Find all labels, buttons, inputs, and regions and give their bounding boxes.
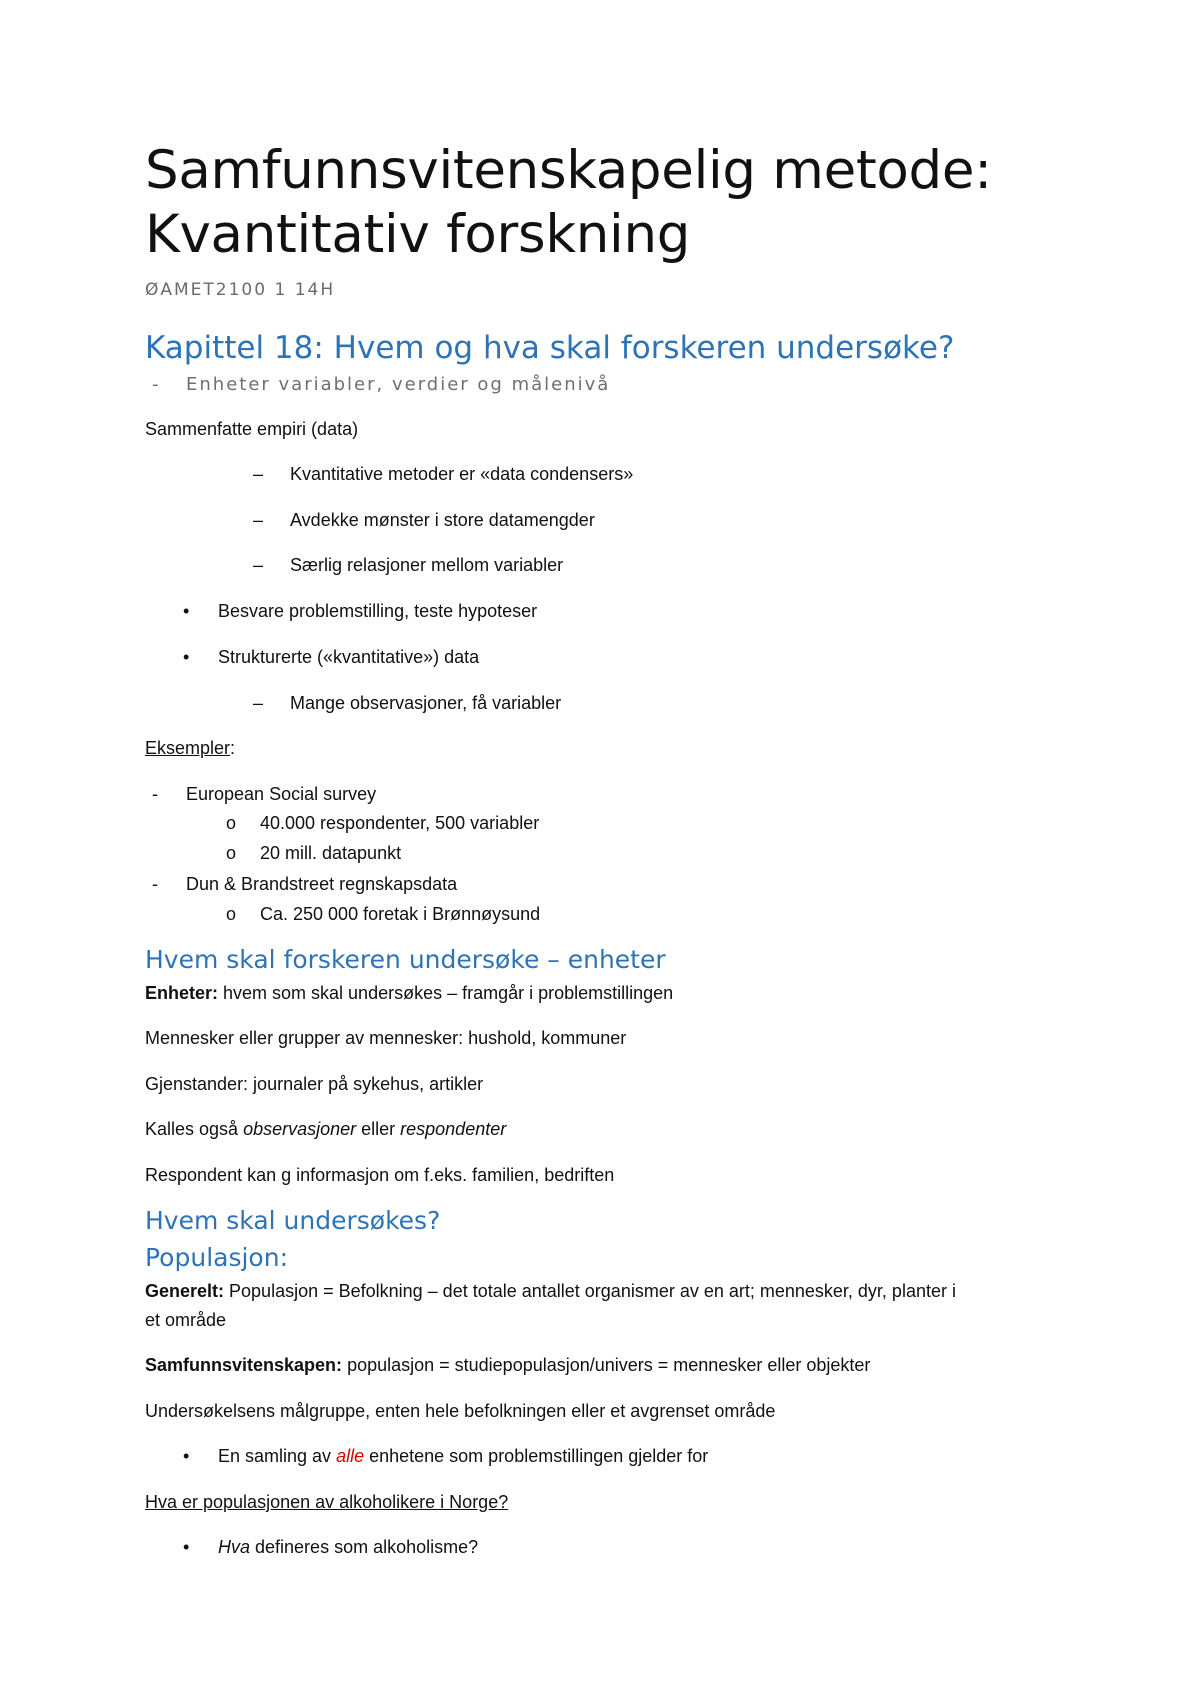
list-item bbox=[218, 1446, 708, 1467]
list-item: Strukturerte («kvantitative») data bbox=[218, 647, 480, 667]
paragraph: Respondent kan g informasjon om f.eks. familien, bedriften bbox=[145, 1165, 615, 1185]
example-subitem: Ca. 250 000 foretak i Brønnøysund bbox=[260, 904, 541, 924]
paragraph bbox=[145, 1119, 506, 1140]
list-item: Avdekke mønster i store datamengder bbox=[290, 510, 595, 530]
dash-marker: – bbox=[253, 464, 264, 484]
dash-marker: – bbox=[253, 510, 264, 530]
document-title-line2: Kvantitativ forskning bbox=[145, 204, 691, 265]
units-heading: Hvem skal forskeren undersøke – enheter bbox=[145, 945, 666, 974]
social-bold: Samfunnsvitenskapen: bbox=[145, 1355, 343, 1375]
bullet-marker: • bbox=[183, 601, 190, 621]
example-subitem: 40.000 respondenter, 500 variabler bbox=[260, 813, 540, 833]
document-title-line1: Samfunnsvitenskapelig metode: bbox=[145, 140, 992, 201]
list-item: Særlig relasjoner mellom variabler bbox=[290, 555, 564, 575]
example-item: European Social survey bbox=[186, 784, 377, 804]
general-text: Populasjon = Befolkning – det totale antallet organismer av en art; mennesker, dyr, planter i bbox=[224, 1281, 956, 1301]
dash-marker: – bbox=[253, 555, 264, 575]
units-definition bbox=[145, 983, 673, 1004]
circle-marker: o bbox=[226, 843, 237, 863]
bullet-marker: • bbox=[183, 1537, 190, 1557]
text-run: eller bbox=[356, 1119, 401, 1139]
list-item: Mange observasjoner, få variabler bbox=[290, 693, 562, 713]
examples-label bbox=[145, 738, 235, 759]
hyphen-marker: - bbox=[152, 874, 158, 894]
paragraph bbox=[145, 1281, 956, 1302]
italic-run: observasjoner bbox=[243, 1119, 357, 1139]
who-heading: Hvem skal undersøkes? bbox=[145, 1206, 441, 1235]
circle-marker: o bbox=[226, 813, 237, 833]
text-run: enhetene som problemstillingen gjelder for bbox=[364, 1446, 709, 1466]
hyphen-marker: - bbox=[152, 784, 158, 804]
chapter-heading: Kapittel 18: Hvem og hva skal forskeren undersøke? bbox=[145, 330, 955, 366]
question-heading: Hva er populasjonen av alkoholikere i Norge? bbox=[145, 1492, 509, 1512]
summary-label: Sammenfatte empiri (data) bbox=[145, 419, 359, 439]
paragraph: Undersøkelsens målgruppe, enten hele befolkningen eller et avgrenset område bbox=[145, 1401, 776, 1421]
units-def-text: hvem som skal undersøkes – framgår i problemstillingen bbox=[218, 983, 674, 1003]
example-item: Dun & Brandstreet regnskapsdata bbox=[186, 874, 458, 894]
paragraph bbox=[145, 1355, 870, 1376]
text-run: defineres som alkoholisme? bbox=[250, 1537, 479, 1557]
circle-marker: o bbox=[226, 904, 237, 924]
italic-run: Hva bbox=[218, 1537, 251, 1557]
paragraph: et område bbox=[145, 1310, 227, 1330]
subheading-hyphen: - bbox=[152, 374, 161, 395]
dash-marker: – bbox=[253, 693, 264, 713]
text-run: Kalles også bbox=[145, 1119, 244, 1139]
population-subheading: Populasjon: bbox=[145, 1243, 288, 1272]
examples-label-text: Eksempler bbox=[145, 738, 231, 758]
bullet-marker: • bbox=[183, 1446, 190, 1466]
general-bold: Generelt: bbox=[145, 1281, 225, 1301]
text-run: En samling av bbox=[218, 1446, 337, 1466]
italic-run: respondenter bbox=[400, 1119, 507, 1139]
list-item: Kvantitative metoder er «data condensers» bbox=[290, 464, 634, 484]
chapter-subheading: Enheter variabler, verdier og målenivå bbox=[186, 374, 611, 395]
red-italic-run: alle bbox=[336, 1446, 365, 1466]
paragraph: Gjenstander: journaler på sykehus, artikler bbox=[145, 1074, 484, 1094]
bullet-marker: • bbox=[183, 647, 190, 667]
list-item: Besvare problemstilling, teste hypoteser bbox=[218, 601, 538, 621]
list-item bbox=[218, 1537, 478, 1558]
example-subitem: 20 mill. datapunkt bbox=[260, 843, 402, 863]
paragraph: Mennesker eller grupper av mennesker: hushold, kommuner bbox=[145, 1028, 627, 1048]
examples-colon: : bbox=[230, 738, 236, 758]
units-def-bold: Enheter: bbox=[145, 983, 219, 1003]
document-subtitle: ØAMET2100 1 14H bbox=[145, 280, 336, 300]
social-text: populasjon = studiepopulasjon/univers = mennesker eller objekter bbox=[342, 1355, 871, 1375]
